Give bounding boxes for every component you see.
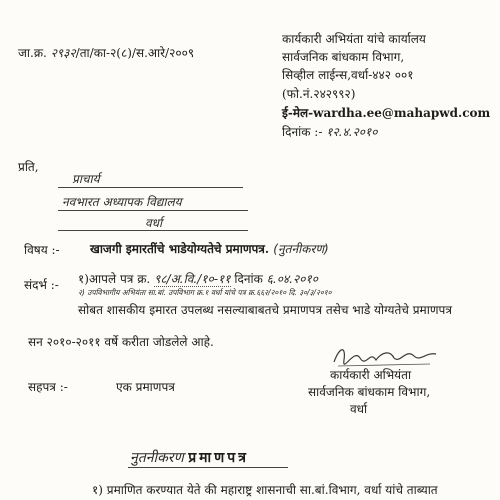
reference-item-1-prefix: १)आपले पत्र क्र.	[78, 272, 151, 286]
recipient-title: प्राचार्य	[72, 172, 100, 186]
certificate-heading	[130, 448, 249, 467]
recipient-prefix: प्रति,	[18, 160, 39, 174]
certificate-heading-text: प्रमाणपत्र	[188, 450, 249, 466]
reference-handwritten-number: २९३२	[50, 46, 76, 60]
signatory-department: सार्वजनिक बांधकाम विभाग,	[308, 385, 431, 399]
reference-label: जा.क्र.	[18, 46, 47, 60]
body-line-2	[28, 333, 214, 350]
signatory-designation: कार्यकारी अभियंता	[330, 368, 412, 382]
office-email: ई-मेल-wardha.ee@mahapwd.com	[282, 106, 491, 120]
certificate-paragraph-1: १) प्रमाणित करण्यात येते की महाराष्ट्र शासनाची सा.बां.विभाग, वर्धा यांचे ताब्यात	[92, 483, 438, 497]
reference-item-1-number: ९८/अ.वि./१०-११	[154, 272, 231, 286]
recipient-underline-3	[58, 230, 248, 231]
signatory-city: वर्धा	[350, 402, 368, 416]
body-line-2-years: २०१०-२०११	[46, 335, 101, 349]
subject-line	[90, 240, 329, 257]
recipient-institution: नवभारत अध्यापक विद्यालय	[62, 195, 182, 209]
reference-item-1-date-label: दिनांक	[234, 272, 263, 286]
reference-item-2: २) उपविभागीय अभियंता सा.बां. उपविभाग क्र.१ वर्धा यांचे पत्र क्र.६६२/२०१० दि. ३०/३/२०१०	[78, 288, 332, 297]
reference-suffix: /ता/का-२(८)/स.आरे/२००९	[75, 46, 195, 60]
recipient-city: वर्धा	[145, 216, 163, 230]
body-line-2-prefix: सन	[28, 335, 43, 349]
office-name: कार्यकारी अभियंता यांचे कार्यालय	[282, 32, 426, 46]
certificate-heading-underline	[128, 467, 288, 468]
enclosure-label: सहपत्र :-	[28, 380, 68, 394]
reference-number	[18, 44, 194, 61]
subject-text: खाजगी इमारतींचे भाडेयोग्यतेचे प्रमाणपत्र.	[90, 242, 270, 256]
letter-date	[282, 123, 378, 140]
reference-item-1	[78, 270, 318, 287]
date-label: दिनांक :-	[282, 125, 323, 139]
office-phone: (फो.नं.२४२९९२)	[282, 87, 356, 101]
recipient-underline-2	[58, 210, 248, 211]
subject-label: विषय :-	[24, 243, 60, 257]
subject-handwritten-note: (नुतनीकरण)	[273, 242, 329, 256]
enclosure-text: एक प्रमाणपत्र	[116, 380, 175, 394]
date-handwritten: १२.४.२०१०	[326, 125, 378, 139]
reference-item-1-date: ६.०४.२०१०	[266, 272, 318, 286]
office-address: सिव्हील लाईन्स,वर्धा-४४२ ००१	[282, 68, 414, 82]
body-line-1: सोबत शासकीय इमारत उपलब्ध नसल्याबाबतचे प्रमाणपत्र तसेच भाडे योग्यतेचे प्रमाणपत्र	[78, 303, 452, 317]
certificate-heading-handwritten: नुतनीकरण	[130, 450, 184, 466]
office-department: सार्वजनिक बांधकाम विभाग,	[282, 50, 405, 64]
body-line-2-suffix: वर्षे करीता जोडलेले आहे.	[104, 335, 214, 349]
reference-section-label: संदर्भ :-	[24, 278, 59, 292]
recipient-underline-1	[58, 187, 243, 188]
